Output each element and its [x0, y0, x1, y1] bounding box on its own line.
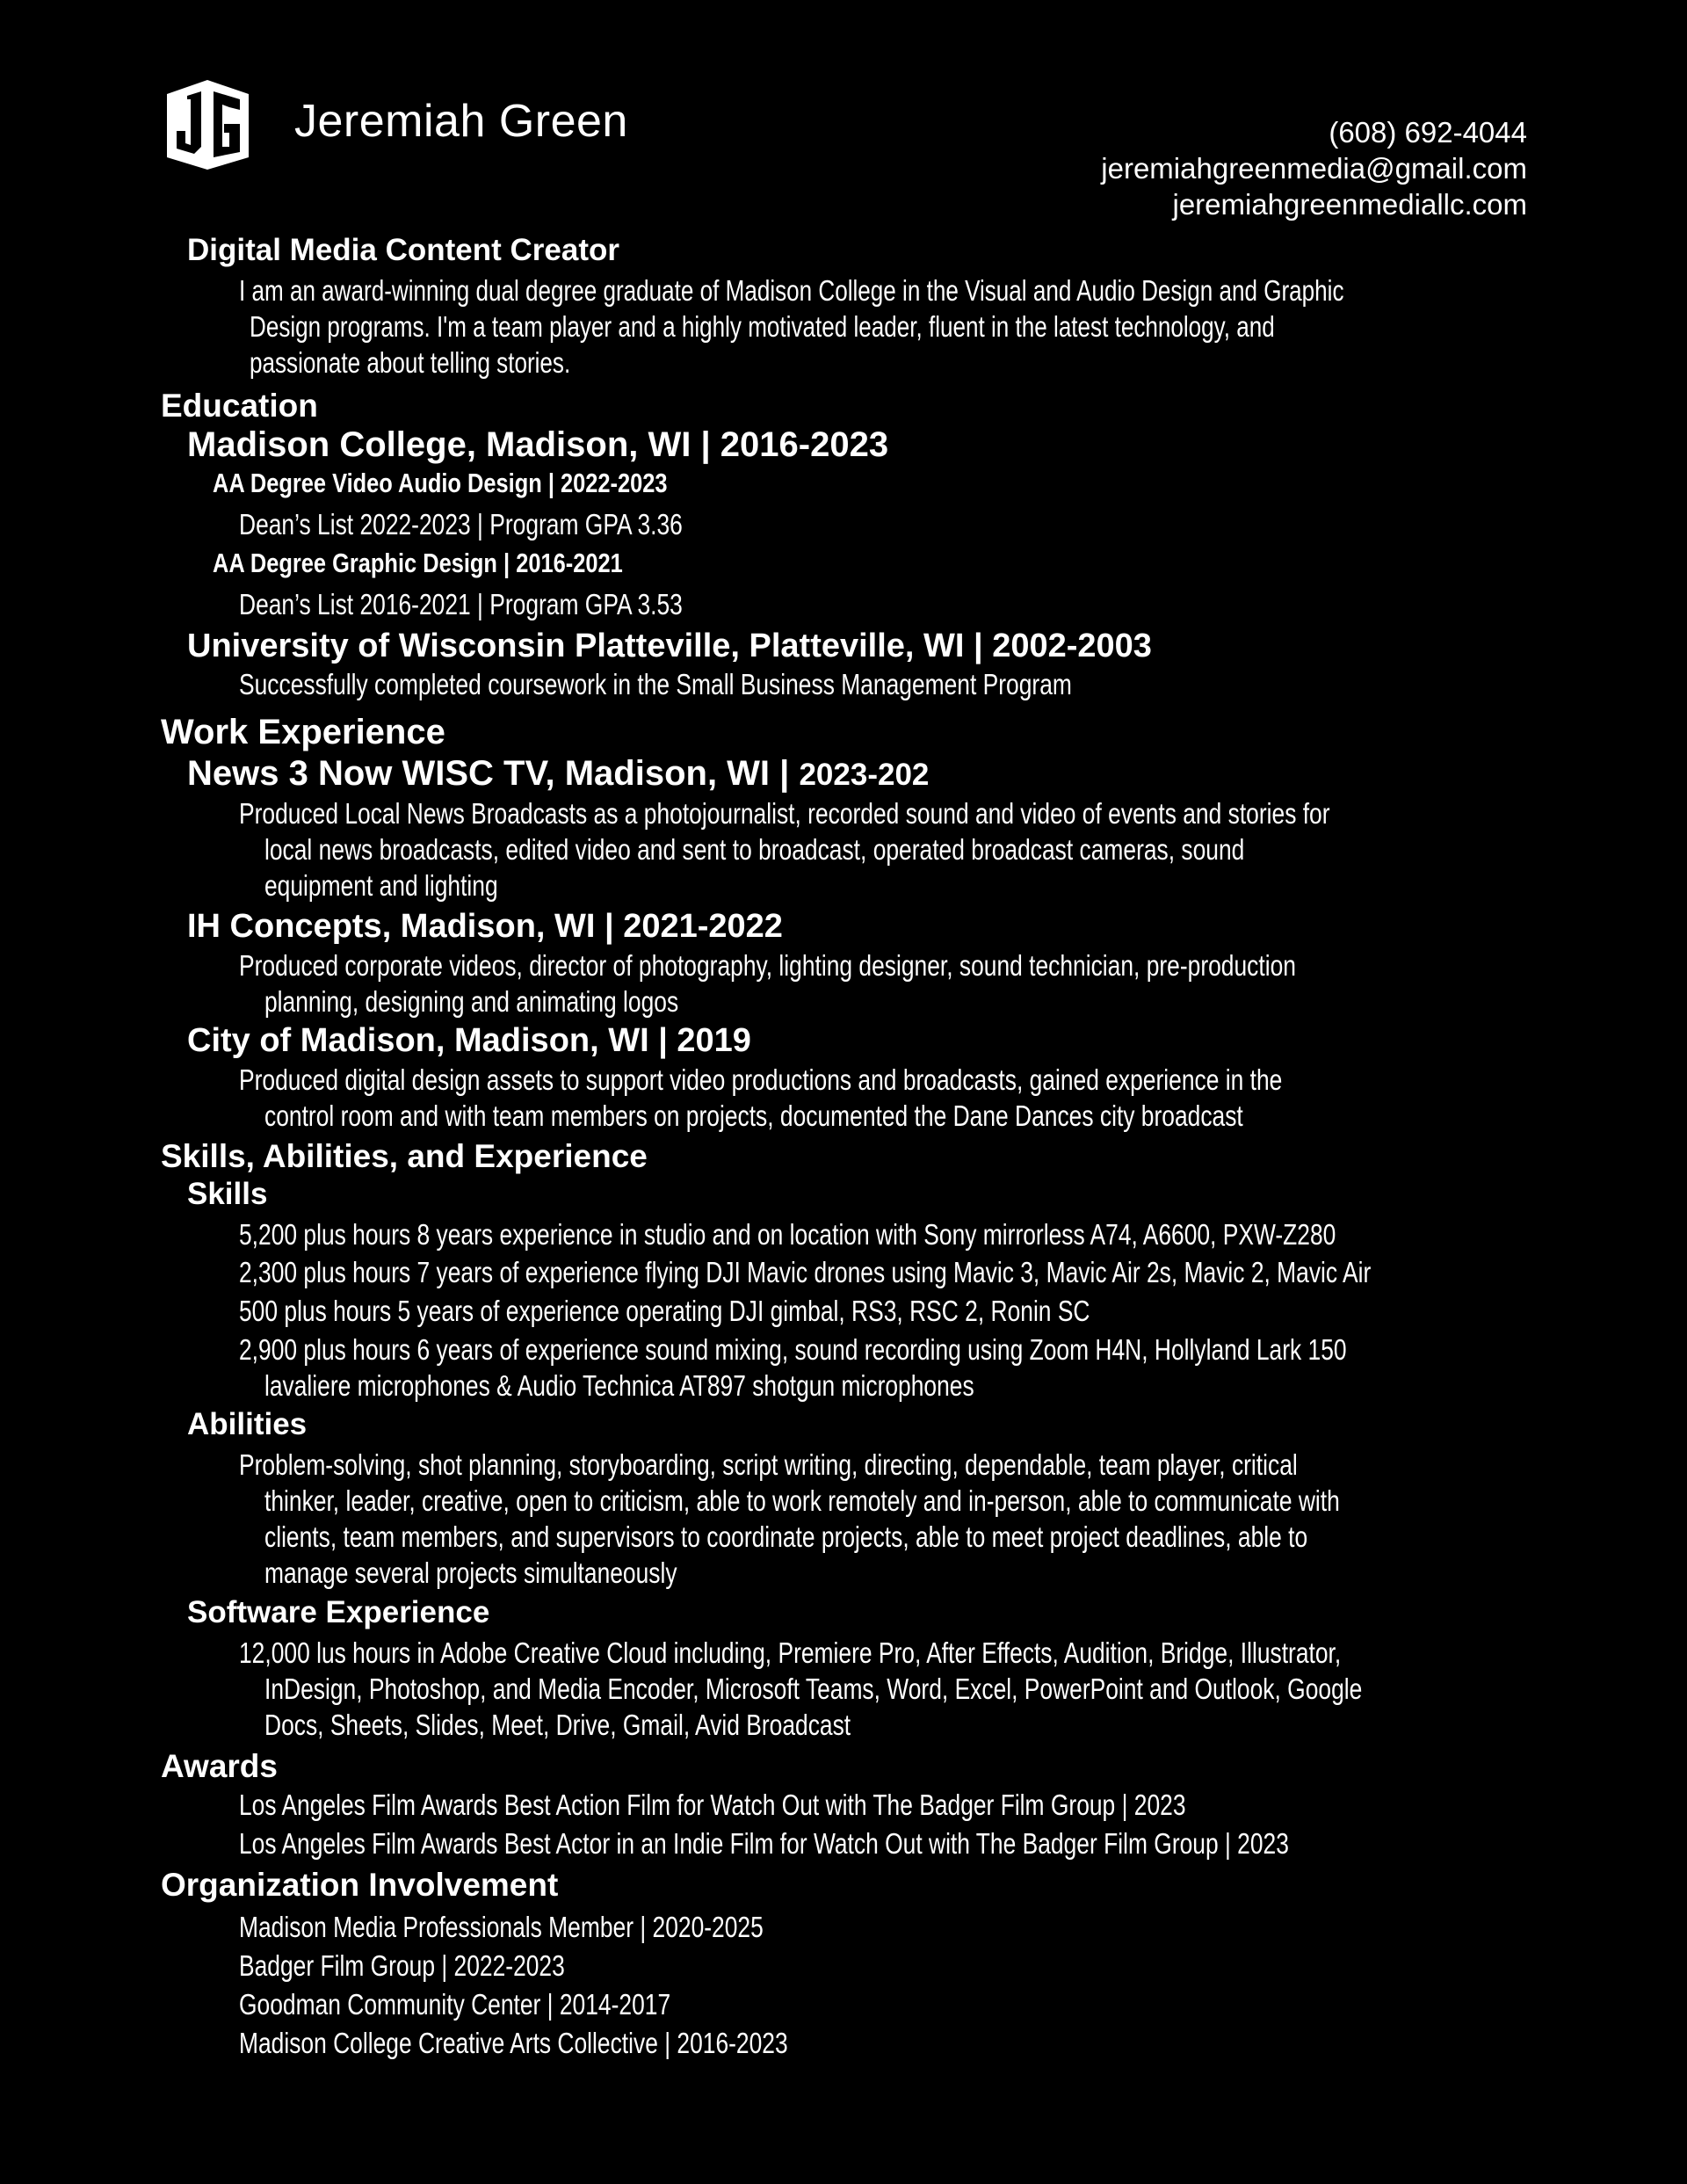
section-heading-organizations: Organization Involvement	[161, 1867, 559, 1903]
organization-item: Madison Media Professionals Member | 2020-2025	[239, 1911, 764, 1943]
profile-line: Design programs. I'm a team player and a highly motivated leader, fluent in the latest technology, and	[250, 310, 1275, 343]
degree-video-audio: AA Degree Video Audio Design | 2022-2023	[213, 468, 668, 498]
person-name: Jeremiah Green	[294, 96, 628, 147]
degree-video-audio-detail: Dean’s List 2022-2023 | Program GPA 3.36	[239, 508, 683, 541]
school-uw-platteville: University of Wisconsin Platteville, Platteville, WI | 2002-2003	[187, 628, 1152, 664]
skill-item: 2,300 plus hours 7 years of experience flying DJI Mavic drones using Mavic 3, Mavic Air 2s, Mavic 2, Mavic Air	[239, 1256, 1372, 1288]
skill-item: 500 plus hours 5 years of experience operating DJI gimbal, RS3, RSC 2, Ronin SC	[239, 1295, 1090, 1327]
job-wisc-tv-line: Produced Local News Broadcasts as a photojournalist, recorded sound and video of events and stories for	[239, 797, 1330, 830]
contact-block	[1101, 114, 1527, 222]
section-heading-skills-abilities: Skills, Abilities, and Experience	[161, 1138, 648, 1174]
software-line: 12,000 lus hours in Adobe Creative Cloud including, Premiere Pro, After Effects, Audition, Bridge, Illustrator,	[239, 1636, 1342, 1669]
subheading-skills: Skills	[187, 1177, 268, 1211]
section-heading-work: Work Experience	[161, 713, 445, 751]
job-wisc-tv-years: 2023-202	[799, 758, 930, 792]
phone-number: (608) 692-4044	[1329, 116, 1527, 149]
organization-item: Madison College Creative Arts Collective | 2016-2023	[239, 2027, 788, 2059]
job-city-of-madison-line: control room and with team members on projects, documented the Dane Dances city broadcast	[264, 1099, 1243, 1132]
job-city-of-madison: City of Madison, Madison, WI | 2019	[187, 1022, 751, 1059]
award-item: Los Angeles Film Awards Best Action Film for Watch Out with The Badger Film Group | 2023	[239, 1789, 1186, 1821]
section-heading-education: Education	[161, 388, 318, 424]
job-ih-concepts-line: Produced corporate videos, director of photography, lighting designer, sound technician, pre-production	[239, 949, 1296, 982]
profile-title: Digital Media Content Creator	[187, 233, 619, 267]
skill-item: lavaliere microphones & Audio Technica AT897 shotgun microphones	[264, 1369, 974, 1402]
email-address: jeremiahgreenmedia@gmail.com	[1101, 152, 1527, 185]
skill-item: 5,200 plus hours 8 years experience in studio and on location with Sony mirrorless A74, A6600, PXW-Z280	[239, 1218, 1336, 1251]
jg-logo	[161, 76, 255, 173]
job-ih-concepts-line: planning, designing and animating logos	[264, 985, 679, 1018]
software-line: Docs, Sheets, Slides, Meet, Drive, Gmail, Avid Broadcast	[264, 1709, 851, 1741]
abilities-line: Problem-solving, shot planning, storyboarding, script writing, directing, dependable, team player, critical	[239, 1448, 1298, 1481]
job-wisc-tv-org: News 3 Now WISC TV, Madison, WI |	[187, 754, 800, 793]
degree-graphic-design: AA Degree Graphic Design | 2016-2021	[213, 548, 623, 578]
abilities-line: thinker, leader, creative, open to criticism, able to work remotely and in-person, able to communicate with	[264, 1484, 1340, 1517]
uw-platteville-detail: Successfully completed coursework in the Small Business Management Program	[239, 668, 1072, 700]
organization-item: Badger Film Group | 2022-2023	[239, 1949, 565, 1982]
skill-item: 2,900 plus hours 6 years of experience sound mixing, sound recording using Zoom H4N, Hollyland Lark 150	[239, 1333, 1347, 1366]
software-line: InDesign, Photoshop, and Media Encoder, Microsoft Teams, Word, Excel, PowerPoint and Outlook, Google	[264, 1672, 1363, 1705]
job-wisc-tv-line: equipment and lighting	[264, 869, 498, 902]
abilities-line: manage several projects simultaneously	[264, 1556, 677, 1589]
job-city-of-madison-line: Produced digital design assets to support video productions and broadcasts, gained experience in the	[239, 1063, 1283, 1096]
subheading-software: Software Experience	[187, 1595, 490, 1629]
website-url: jeremiahgreenmediallc.com	[1172, 188, 1527, 221]
section-heading-awards: Awards	[161, 1748, 278, 1784]
organization-item: Goodman Community Center | 2014-2017	[239, 1988, 671, 2021]
profile-line: passionate about telling stories.	[250, 346, 571, 379]
job-ih-concepts: IH Concepts, Madison, WI | 2021-2022	[187, 908, 783, 945]
profile-line: I am an award-winning dual degree graduate of Madison College in the Visual and Audio Design and Graphic	[239, 274, 1344, 307]
school-madison-college: Madison College, Madison, WI | 2016-2023	[187, 425, 889, 464]
job-wisc-tv	[187, 753, 929, 795]
abilities-line: clients, team members, and supervisors to coordinate projects, able to meet project deadlines, able to	[264, 1520, 1308, 1553]
degree-graphic-design-detail: Dean’s List 2016-2021 | Program GPA 3.53	[239, 588, 683, 620]
subheading-abilities: Abilities	[187, 1407, 308, 1441]
award-item: Los Angeles Film Awards Best Actor in an Indie Film for Watch Out with The Badger Film Group | 2023	[239, 1827, 1289, 1860]
job-wisc-tv-line: local news broadcasts, edited video and sent to broadcast, operated broadcast cameras, sound	[264, 833, 1245, 866]
